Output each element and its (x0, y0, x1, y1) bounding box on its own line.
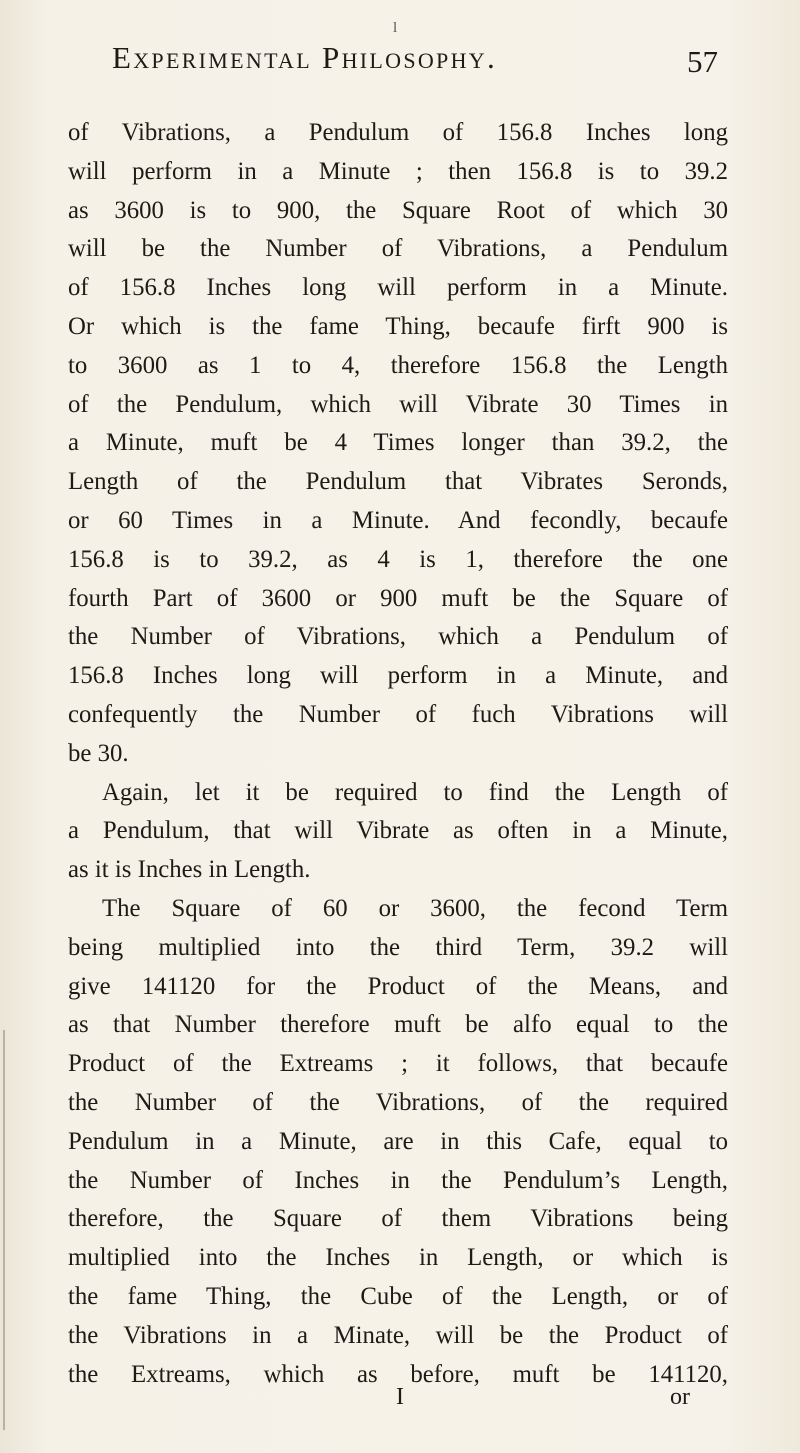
text-line: will perform in a Minute ; then 156.8 is to 39.2 (68, 157, 728, 185)
text-line: 156.8 is to 39.2, as 4 is 1, therefore the one (68, 545, 728, 573)
text-line: give 141120 for the Product of the Means, and (68, 972, 728, 1000)
text-line: multiplied into the Inches in Length, or which is (68, 1244, 728, 1272)
text-line: or 60 Times in a Minute. And fecondly, becaufe (68, 506, 728, 534)
top-mark: l (393, 20, 398, 36)
text-line: therefore, the Square of them Vibrations being (68, 1205, 728, 1233)
body-text (68, 114, 728, 1394)
page-header (112, 40, 718, 100)
text-line: a Minute, muft be 4 Times longer than 39.2, the (68, 429, 728, 457)
text-line: as that Number therefore muft be alfo equal to the (68, 1011, 728, 1039)
page-number: 57 (687, 44, 718, 79)
text-line: as it is Inches in Length. (68, 856, 311, 884)
text-line: of Vibrations, a Pendulum of 156.8 Inches long (68, 119, 728, 146)
text-line: as 3600 is to 900, the Square Root of which 30 (68, 196, 728, 224)
running-head: Experimental Philosophy. (112, 40, 498, 75)
text-line: Product of the Extreams ; it follows, that becaufe (68, 1050, 728, 1078)
text-line: of 156.8 Inches long will perform in a Minute. (68, 274, 728, 302)
catchword: or (670, 1384, 690, 1410)
text-line: the Number of Vibrations, which a Pendulum of (68, 623, 728, 651)
text-line: Length of the Pendulum that Vibrates Seronds, (68, 468, 728, 496)
text-line: 156.8 Inches long will perform in a Minute, and (68, 662, 728, 690)
text-line: Or which is the fame Thing, becaufe firft 900 is (68, 312, 728, 340)
binding-edge (3, 1030, 5, 1430)
text-line: will be the Number of Vibrations, a Pendulum (68, 235, 728, 263)
text-line: The Square of 60 or 3600, the fecond Term (102, 894, 728, 922)
text-line: Again, let it be required to find the Length of (102, 778, 728, 806)
text-line: confequently the Number of fuch Vibrations will (68, 700, 728, 728)
text-line: Pendulum in a Minute, are in this Cafe, equal to (68, 1127, 728, 1155)
text-line: be 30. (68, 739, 129, 767)
page-footer (0, 1384, 800, 1420)
text-line: the fame Thing, the Cube of the Length, or of (68, 1282, 728, 1310)
text-line: fourth Part of 3600 or 900 muft be the Square of (68, 584, 728, 612)
text-line: of the Pendulum, which will Vibrate 30 Times in (68, 390, 728, 418)
text-line: a Pendulum, that will Vibrate as often in a Minute, (68, 817, 728, 845)
text-line: being multiplied into the third Term, 39.2 will (68, 933, 728, 961)
text-line: the Number of Inches in the Pendulum’s Length, (68, 1166, 728, 1194)
text-line: the Number of the Vibrations, of the required (68, 1088, 728, 1116)
text-line: the Extreams, which as before, muft be 141120, (68, 1360, 728, 1388)
signature-mark: I (396, 1384, 404, 1410)
text-line: the Vibrations in a Minate, will be the Product of (68, 1321, 728, 1349)
text-line: to 3600 as 1 to 4, therefore 156.8 the Length (68, 351, 728, 379)
